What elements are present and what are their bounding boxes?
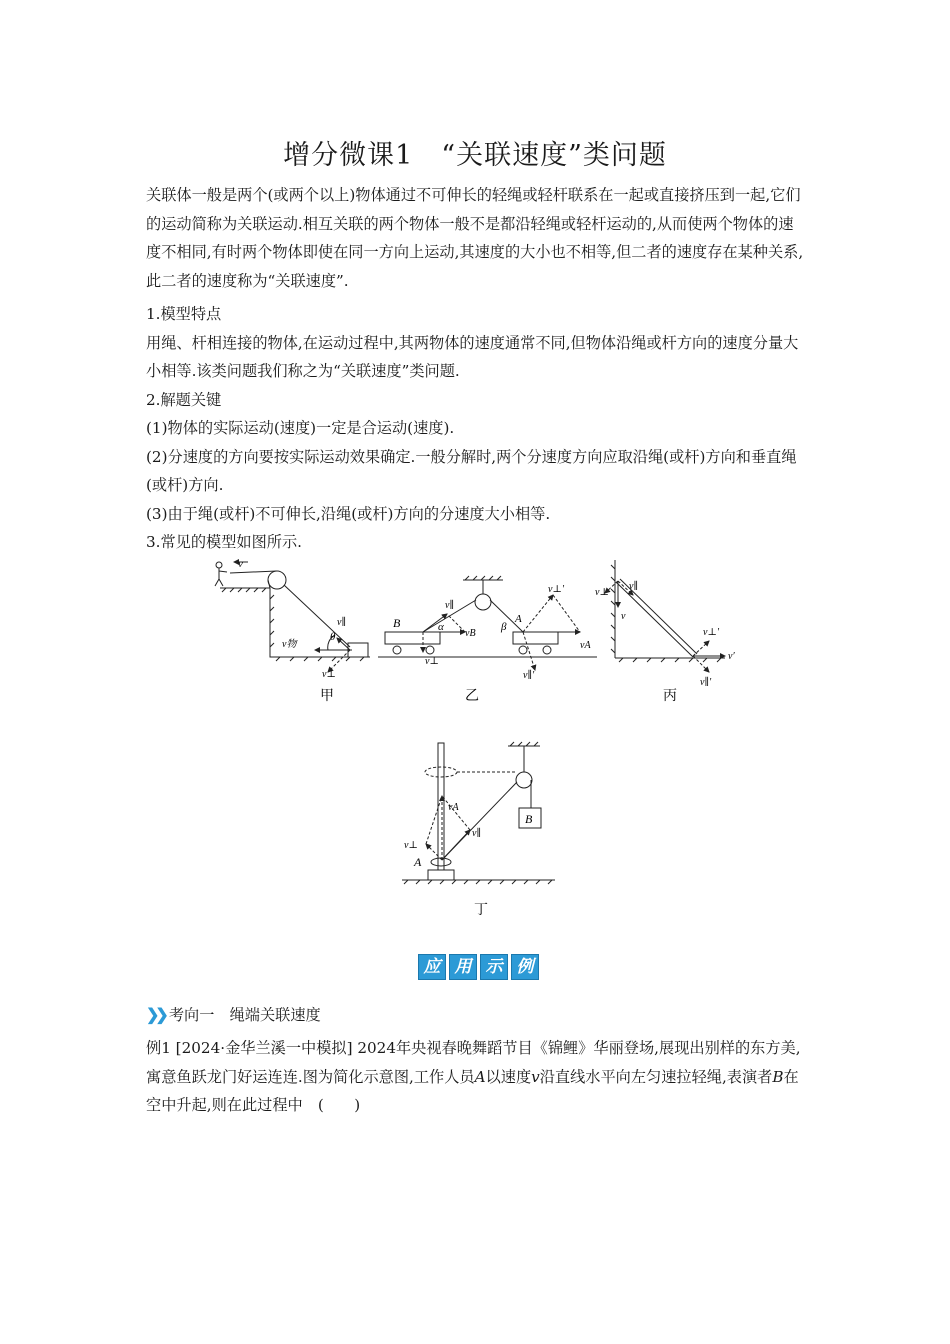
section2-item-3: (3)由于绳(或杆)不可伸长,沿绳(或杆)方向的分速度大小相等. [146,504,551,523]
yi-alpha-label: α [438,621,444,633]
badge-char-1: 应 [418,954,446,980]
yi-vB-label: vB [465,628,476,639]
direction-heading-text: 考向一 绳端关联速度 [168,1006,321,1024]
ding-A-label: A [414,855,422,869]
section1-text: 用绳、杆相连接的物体,在运动过程中,其两物体的速度通常不同,但物体沿绳或杆方向的速度分量大小相等.该类问题我们称之为“关联速度”类问题. [146,333,799,380]
application-example-badge [418,954,539,980]
section3-heading: 3.常见的模型如图所示. [146,533,303,551]
jia-vperp-label: v⊥ [322,669,336,680]
yi-vpar-label: v∥ [445,600,455,611]
example-suffix: 在空中升起,则在此过程中 ( ) [146,1067,799,1114]
jia-vobj-label: v物 [282,639,297,650]
yi-beta-label: β [501,621,507,633]
figure-ding [400,738,560,923]
section2-item-2: (2)分速度的方向要按实际运动效果确定.一般分解时,两个分速度方向应取沿绳(或杆)方向和垂直绳(或杆)方向. [146,447,797,494]
example-prefix: 例1 [2024·金华兰溪一中模拟] 2024年央视春晚舞蹈节目《锦鲤》华丽登场,展现出别样的东方美,寓意鱼跃龙门好运连连.图为简化示意图,工作人员 [146,1039,801,1086]
jia-v-label: v [238,558,243,570]
section-model-features [146,300,806,557]
badge-char-3: 示 [480,954,508,980]
section2-heading: 2.解题关键 [146,390,222,409]
jia-caption: 甲 [320,689,334,704]
example-mid1: 以速度 [485,1067,532,1086]
ding-caption: 丁 [474,903,488,918]
example-v: v [531,1067,540,1086]
figure-yi [375,570,600,705]
bing-v-label: v [621,611,626,622]
bing-caption: 丙 [663,689,677,704]
ding-vperp-label: v⊥ [404,840,418,851]
ding-vpar-label: v∥ [472,828,482,839]
ding-B-label: B [525,812,533,826]
yi-vA-label: vA [580,640,591,651]
yi-B-label: B [393,616,401,630]
bing-vpar-label: v∥ [629,581,639,592]
section2-item-1: (1)物体的实际运动(速度)一定是合运动(速度). [146,419,455,437]
figure-jia [210,555,380,705]
badge-char-2: 用 [449,954,477,980]
example-B: B [772,1067,784,1086]
yi-vperp-label: v⊥ [425,656,439,667]
bing-vpar2-label: v∥′ [700,677,712,688]
bing-vperp2-label: v⊥′ [703,627,720,638]
figure-bing [585,555,755,705]
yi-A-label: A [515,613,522,625]
example-1 [146,1034,812,1120]
yi-vpar2-label: v∥′ [523,670,535,681]
direction-heading [146,1004,321,1025]
intro-text: 关联体一般是两个(或两个以上)物体通过不可伸长的轻绳或轻杆联系在一起或直接挤压到一起,它们的运动简称为关联运动.相互关联的两个物体一般不是都沿轻绳或轻杆运动的,从而使两个物体的速度不相同,有时两个物体即使在同一方向上运动,其速度的大小也不相等,但二者的速度存在某种关系,此二者的速度称为“关联速度”. [146,186,804,290]
yi-vperp2-label: v⊥′ [548,584,565,595]
example-A: A [474,1067,486,1086]
badge-char-4: 例 [511,954,539,980]
intro-paragraph [146,181,806,295]
bing-vperp-label: v⊥ [595,587,609,598]
jia-vpar-label: v∥ [337,617,347,628]
section1-heading: 1.模型特点 [146,305,222,323]
double-chevron-icon: ❯❯ [146,1005,165,1024]
bing-v2-label: v′ [728,651,735,662]
example-mid2: 沿直线水平向左匀速拉轻绳,表演者 [539,1067,773,1086]
jia-theta-label: θ [330,631,336,643]
yi-caption: 乙 [465,689,479,704]
ding-vA-label: vA [448,802,459,813]
page-title: 增分微课1 “关联速度”类问题 [283,140,667,171]
